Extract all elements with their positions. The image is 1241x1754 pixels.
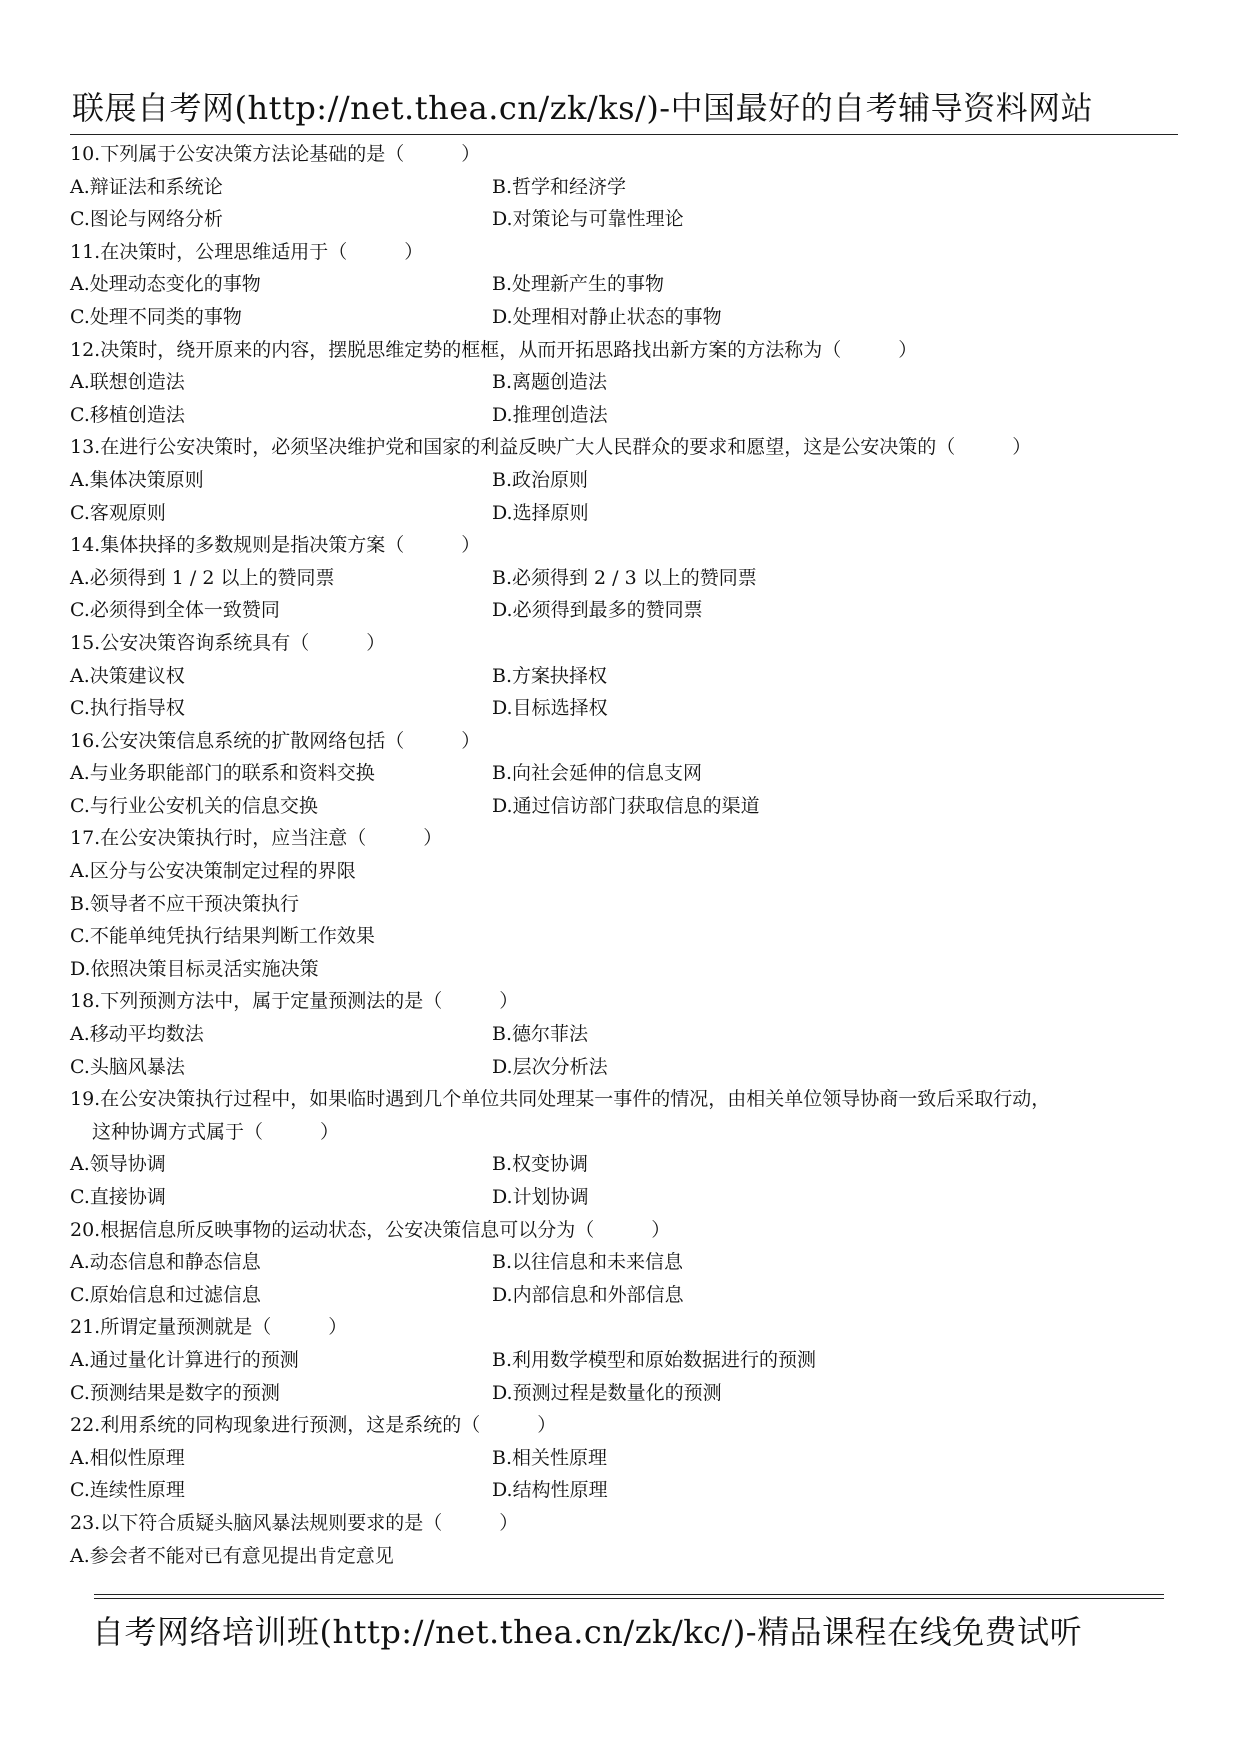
question-22-row-1 <box>70 1442 1180 1475</box>
page-header-title: 联展自考网(http://net.thea.cn/zk/ks/)-中国最好的自考辅导资料网站 <box>72 89 1094 127</box>
question-list <box>70 138 1180 1572</box>
question-20-option-a: A.动态信息和静态信息 <box>70 1251 261 1274</box>
question-22-option-b: B.相关性原理 <box>492 1446 608 1469</box>
question-17-option-a: A.区分与公安决策制定过程的界限 <box>70 860 356 883</box>
question-19-row-1 <box>70 1148 1180 1181</box>
question-12-row-1 <box>70 366 1180 399</box>
footer-divider <box>94 1594 1164 1599</box>
question-16-option-b: B.向社会延伸的信息支网 <box>492 762 703 785</box>
question-13-option-a: A.集体决策原则 <box>70 468 204 491</box>
question-20-row-2 <box>70 1279 1180 1312</box>
question-18-option-d: D.层次分析法 <box>492 1055 608 1078</box>
question-12-option-d: D.推理创造法 <box>492 403 608 426</box>
question-13-option-c: C.客观原则 <box>70 501 166 524</box>
question-22-stem: 22.利用系统的同构现象进行预测，这是系统的（ ） <box>70 1414 557 1437</box>
question-14-option-b: B.必须得到 2 / 3 以上的赞同票 <box>492 566 757 589</box>
question-17-option-d: D.依照决策目标灵活实施决策 <box>70 957 319 980</box>
question-12-stem: 12.决策时，绕开原来的内容，摆脱思维定势的框框，从而开拓思路找出新方案的方法称为（ ） <box>70 338 918 361</box>
question-11-row-2 <box>70 301 1180 334</box>
question-19-option-d: D.计划协调 <box>492 1186 589 1208</box>
question-21-option-a: A.通过量化计算进行的预测 <box>70 1348 299 1371</box>
question-10-option-b: B.哲学和经济学 <box>492 175 627 198</box>
question-19-option-a: A.领导协调 <box>70 1153 166 1176</box>
question-12-option-a: A.联想创造法 <box>70 371 185 394</box>
question-12-option-c: C.移植创造法 <box>70 403 185 426</box>
question-18-row-2 <box>70 1051 1180 1084</box>
question-17-option-c: C.不能单纯凭执行结果判断工作效果 <box>70 925 375 948</box>
question-16-option-c: C.与行业公安机关的信息交换 <box>70 794 318 817</box>
question-20-option-b: B.以往信息和未来信息 <box>492 1251 684 1274</box>
header-divider <box>70 134 1178 135</box>
question-13-row-2 <box>70 497 1180 530</box>
question-10-row-1 <box>70 171 1180 204</box>
question-10-stem: 10.下列属于公安决策方法论基础的是（ ） <box>70 143 481 165</box>
question-19-stem: 19.在公安决策执行过程中，如果临时遇到几个单位共同处理某一事件的情况，由相关单位领导协商一致后采取行动， <box>70 1088 1051 1111</box>
question-21-row-1 <box>70 1344 1180 1377</box>
question-14-row-1 <box>70 562 1180 595</box>
question-19-option-b: B.权变协调 <box>492 1153 589 1176</box>
question-21-option-d: D.预测过程是数量化的预测 <box>492 1381 722 1404</box>
question-21-row-2 <box>70 1377 1180 1410</box>
question-14-option-d: D.必须得到最多的赞同票 <box>492 599 703 622</box>
question-11-stem: 11.在决策时，公理思维适用于（ ） <box>70 240 424 263</box>
question-18-row-1 <box>70 1018 1180 1051</box>
question-11-option-d: D.处理相对静止状态的事物 <box>492 305 722 328</box>
question-22-option-c: C.连续性原理 <box>70 1479 185 1502</box>
question-15-row-2 <box>70 692 1180 725</box>
question-14-option-a: A.必须得到 1 / 2 以上的赞同票 <box>70 566 335 589</box>
question-15-option-b: B.方案抉择权 <box>492 664 608 687</box>
question-15-option-a: A.决策建议权 <box>70 664 185 687</box>
question-10-option-d: D.对策论与可靠性理论 <box>492 208 684 231</box>
question-20-row-1 <box>70 1246 1180 1279</box>
question-18-option-a: A.移动平均数法 <box>70 1023 204 1046</box>
question-23-stem: 23.以下符合质疑头脑风暴法规则要求的是（ ） <box>70 1511 519 1534</box>
question-14-stem: 14.集体抉择的多数规则是指决策方案（ ） <box>70 534 481 557</box>
question-13-row-1 <box>70 464 1180 497</box>
question-16-option-a: A.与业务职能部门的联系和资料交换 <box>70 762 375 785</box>
question-20-option-c: C.原始信息和过滤信息 <box>70 1283 261 1306</box>
question-14-row-2 <box>70 594 1180 627</box>
question-12-row-2 <box>70 399 1180 432</box>
question-13-option-b: B.政治原则 <box>492 468 589 491</box>
question-15-row-1 <box>70 660 1180 693</box>
question-16-row-1 <box>70 757 1180 790</box>
question-21-option-b: B.利用数学模型和原始数据进行的预测 <box>492 1348 817 1371</box>
question-14-option-c: C.必须得到全体一致赞同 <box>70 599 280 622</box>
question-16-option-d: D.通过信访部门获取信息的渠道 <box>492 794 760 817</box>
question-11-option-b: B.处理新产生的事物 <box>492 273 665 296</box>
question-13-stem: 13.在进行公安决策时，必须坚决维护党和国家的利益反映广大人民群众的要求和愿望，这是公安决策的（ ） <box>70 436 1032 459</box>
question-21-option-c: C.预测结果是数字的预测 <box>70 1381 280 1404</box>
question-12-option-b: B.离题创造法 <box>492 371 608 394</box>
question-11-row-1 <box>70 268 1180 301</box>
question-15-stem: 15.公安决策咨询系统具有（ ） <box>70 631 386 654</box>
question-21-stem: 21.所谓定量预测就是（ ） <box>70 1316 348 1339</box>
question-15-option-d: D.目标选择权 <box>492 697 608 720</box>
question-18-stem: 18.下列预测方法中，属于定量预测法的是（ ） <box>70 990 519 1013</box>
question-22-row-2 <box>70 1474 1180 1507</box>
question-17-stem: 17.在公安决策执行时，应当注意（ ） <box>70 827 443 850</box>
question-10-option-c: C.图论与网络分析 <box>70 208 223 231</box>
question-22-option-a: A.相似性原理 <box>70 1446 185 1469</box>
question-22-option-d: D.结构性原理 <box>492 1479 608 1502</box>
question-16-row-2 <box>70 790 1180 823</box>
question-19-row-2 <box>70 1181 1180 1214</box>
question-10-option-a: A.辩证法和系统论 <box>70 175 223 198</box>
question-10-row-2 <box>70 203 1180 236</box>
page-footer-title: 自考网络培训班(http://net.thea.cn/zk/kc/)-精品课程在线免费试听 <box>92 1613 1083 1651</box>
question-18-option-c: C.头脑风暴法 <box>70 1055 185 1078</box>
question-18-option-b: B.德尔菲法 <box>492 1023 589 1046</box>
question-20-option-d: D.内部信息和外部信息 <box>492 1283 684 1306</box>
question-23-option-a: A.参会者不能对已有意见提出肯定意见 <box>70 1544 394 1567</box>
question-19-stem-continued: 这种协调方式属于（ ） <box>92 1120 340 1143</box>
question-11-option-a: A.处理动态变化的事物 <box>70 273 261 296</box>
question-11-option-c: C.处理不同类的事物 <box>70 305 242 328</box>
question-19-option-c: C.直接协调 <box>70 1186 166 1208</box>
question-13-option-d: D.选择原则 <box>492 501 589 524</box>
question-17-option-b: B.领导者不应干预决策执行 <box>70 892 300 915</box>
question-20-stem: 20.根据信息所反映事物的运动状态，公安决策信息可以分为（ ） <box>70 1218 671 1241</box>
question-16-stem: 16.公安决策信息系统的扩散网络包括（ ） <box>70 729 481 752</box>
question-15-option-c: C.执行指导权 <box>70 697 185 720</box>
